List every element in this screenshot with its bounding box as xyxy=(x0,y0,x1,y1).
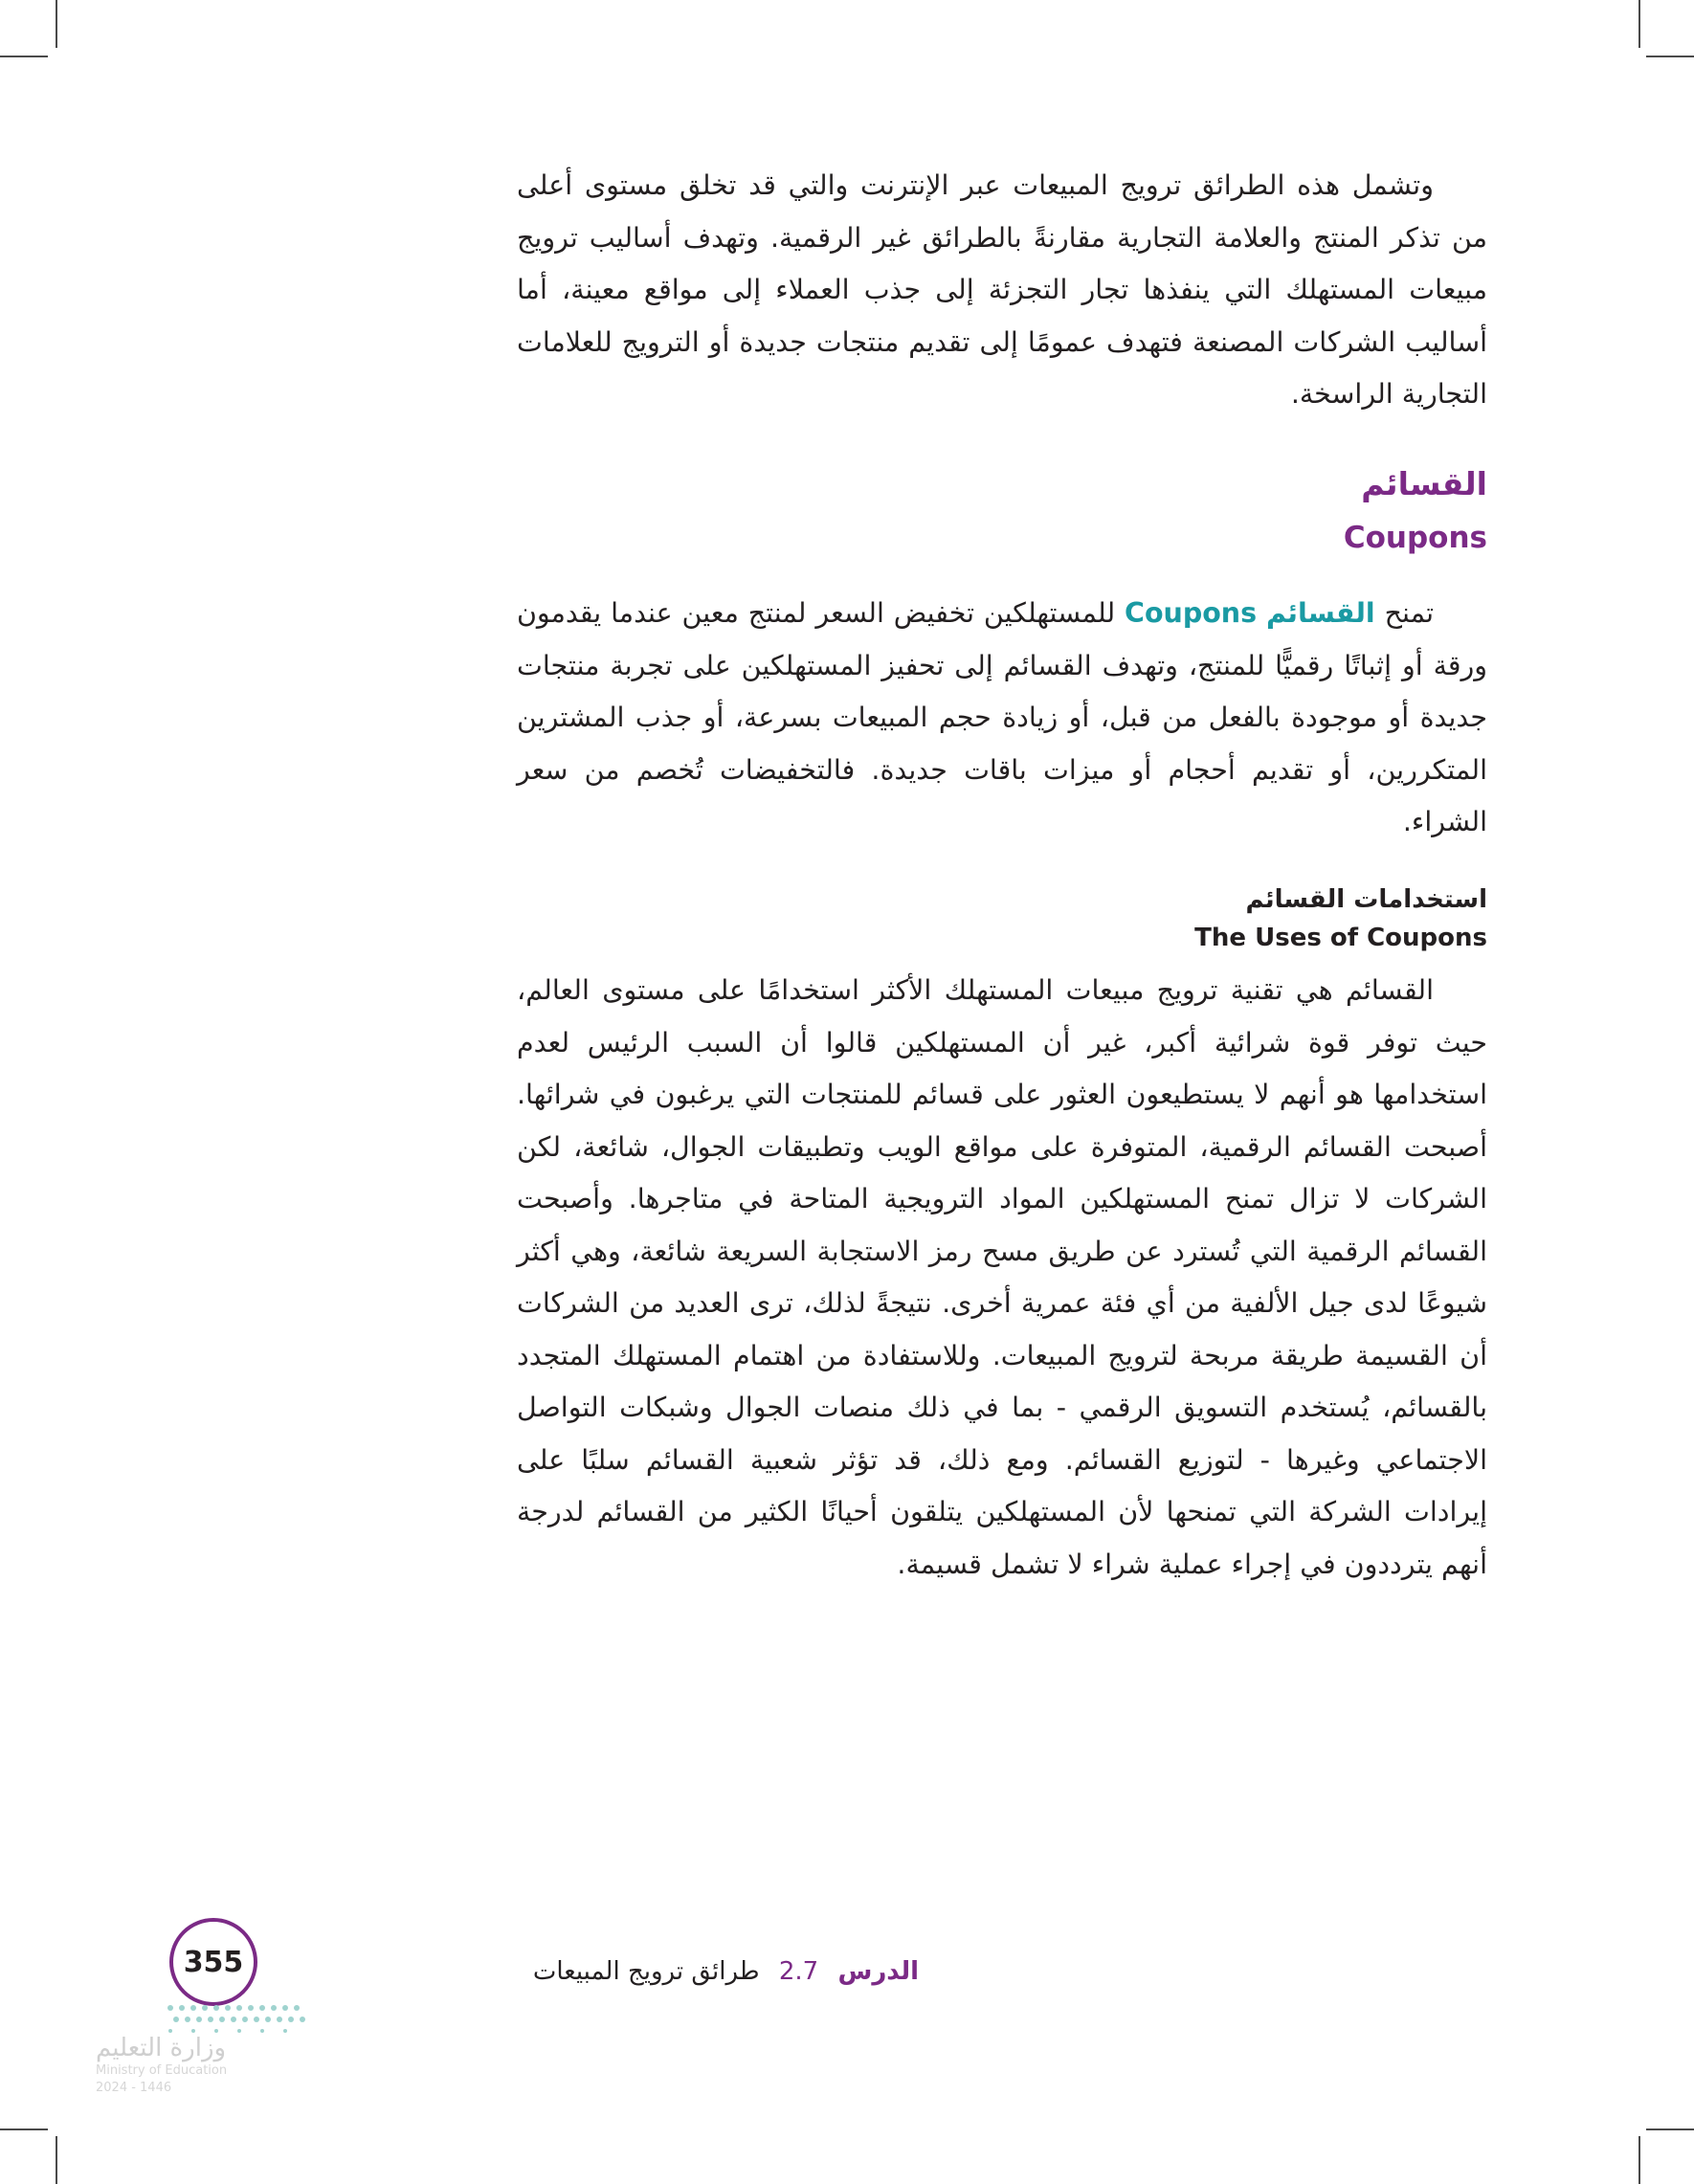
lesson-title: طرائق ترويج المبيعات xyxy=(532,1957,760,1986)
crop-mark xyxy=(56,0,57,48)
keyword-en: Coupons xyxy=(1125,597,1258,629)
lesson-label: الدرس xyxy=(837,1957,919,1986)
intro-section xyxy=(517,160,1487,421)
crop-mark xyxy=(1638,0,1640,48)
uses-heading-en: The Uses of Coupons xyxy=(1194,924,1487,952)
uses-section xyxy=(517,880,1487,957)
ministry-name-ar: وزارة التعليم xyxy=(96,2034,227,2062)
coupons-paragraph xyxy=(517,588,1487,849)
lesson-number: 2.7 xyxy=(778,1957,819,1986)
coupons-heading-en: Coupons xyxy=(1343,521,1487,555)
page-number xyxy=(169,1918,257,2006)
crop-mark xyxy=(56,2136,57,2184)
crop-mark xyxy=(0,2128,48,2130)
ministry-name-en: Ministry of Education xyxy=(96,2063,228,2078)
intro-paragraph: وتشمل هذه الطرائق ترويج المبيعات عبر الإنترنت والتي قد تخلق مستوى أعلى من تذكر المنتج والعلامة التجارية مقارنةً بالطرائق غير الرقمية. وتهدف أساليب ترويج مبيعات المستهلك التي ينفذها تجار التجزئة إلى جذب العملاء إلى مواقع معينة، أما أساليب الشركات المصنعة فتهدف عمومًا إلى تقديم منتجات جديدة أو الترويج للعلامات التجارية الراسخة. xyxy=(517,169,1487,410)
crop-mark xyxy=(1646,2128,1694,2130)
ministry-logo-dots xyxy=(165,2000,318,2035)
page-number-text: 355 xyxy=(183,1945,244,1979)
keyword-ar: القسائم xyxy=(1265,597,1375,629)
crop-mark xyxy=(1638,2136,1640,2184)
uses-paragraph: القسائم هي تقنية ترويج مبيعات المستهلك الأكثر استخدامًا على مستوى العالم، حيث توفر قوة شرائية أكبر، غير أن المستهلكين قالوا أن السبب الرئيس لعدم استخدامها هو أنهم لا يستطيعون العثور على قسائم للمنتجات التي يرغبون في شرائها. أصبحت القسائم الرقمية، المتوفرة على مواقع الويب وتطبيقات الجوال، شائعة، لكن الشركات لا تزال تمنح المستهلكين المواد الترويجية المتاحة في متاجرها. وأصبحت القسائم الرقمية التي تُسترد عن طريق مسح رمز الاستجابة السريعة شائعة، وهي أكثر شيوعًا لدى جيل الألفية من أي فئة عمرية أخرى. نتيجةً لذلك، ترى العديد من الشركات أن القسيمة طريقة مربحة لترويج المبيعات. وللاستفادة من اهتمام المستهلك المتجدد بالقسائم، يُستخدم التسويق الرقمي - بما في ذلك منصات الجوال وشبكات التواصل الاجتماعي وغيرها - لتوزيع القسائم. ومع ذلك، قد تؤثر شعبية القسائم سلبًا على إيرادات الشركة التي تمنحها لأن المستهلكين يتلقون أحيانًا الكثير من القسائم لدرجة أنهم يترددون في إجراء عملية شراء لا تشمل قسيمة. xyxy=(517,974,1487,1580)
uses-heading-ar: استخدامات القسائم xyxy=(1245,885,1487,914)
crop-mark xyxy=(1646,56,1694,57)
coupons-heading-ar: القسائم xyxy=(1361,465,1487,502)
coupons-para-rest: للمستهلكين تخفيض السعر لمنتج معين عندما يقدمون ورقة أو إثباتًا رقميًّا للمنتج، وتهدف القسائم إلى تحفيز المستهلكين على تجربة منتجات جديدة أو موجودة بالفعل من قبل، أو زيادة حجم المبيعات بسرعة، أو جذب المشترين المتكررين، أو تقديم أحجام أو ميزات باقات جديدة. فالتخفيضات تُخصم من سعر الشراء. xyxy=(517,597,1487,837)
crop-mark xyxy=(0,56,48,57)
lesson-footer xyxy=(517,1957,919,1986)
coupons-body xyxy=(517,588,1487,849)
uses-body xyxy=(517,965,1487,1591)
coupons-para-start: تمنح xyxy=(1374,597,1434,629)
ministry-year: 2024 - 1446 xyxy=(96,2081,172,2095)
coupons-section xyxy=(517,460,1487,562)
